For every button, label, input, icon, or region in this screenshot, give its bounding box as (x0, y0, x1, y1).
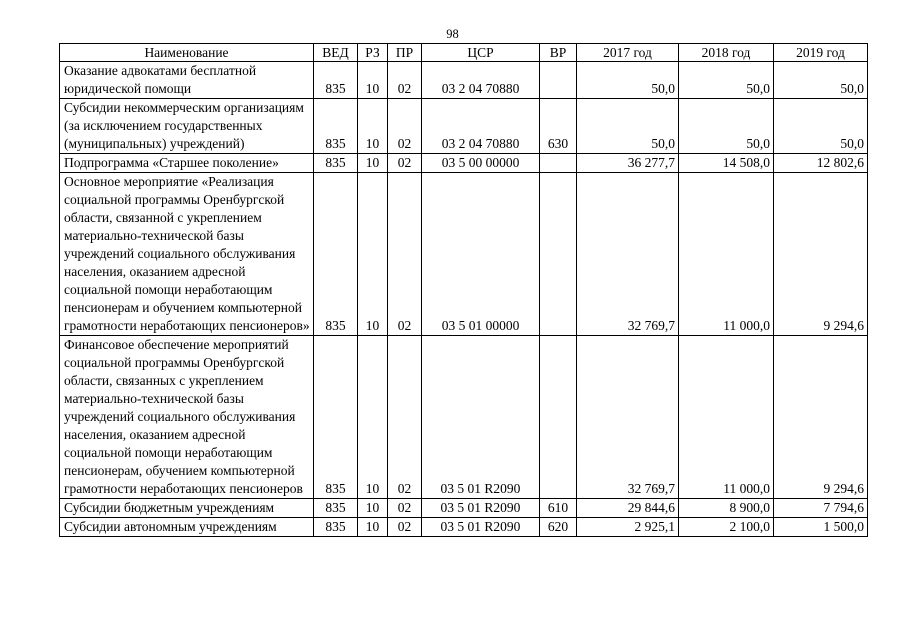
row-ved: 835 (314, 99, 358, 154)
row-ved: 835 (314, 518, 358, 537)
row-2017: 29 844,6 (577, 499, 679, 518)
table-row (60, 173, 868, 336)
header-csr: ЦСР (422, 44, 540, 62)
row-pr: 02 (388, 336, 422, 499)
table-row (60, 518, 868, 537)
row-name: Финансовое обеспечение мероприятий социальной программы Оренбургской области, связанных с укреплением материально-технической базы учреждений социального обслуживания населения, оказанием адресной социальной помощи неработающим пенсионерам, обучением компьютерной грамотности неработающих пенсионеров (60, 336, 314, 499)
row-2018: 50,0 (679, 62, 774, 99)
row-name: Подпрограмма «Старшее поколение» (60, 154, 314, 173)
row-pr: 02 (388, 99, 422, 154)
row-name: Основное мероприятие «Реализация социальной программы Оренбургской области, связанной с укреплением материально-технической базы учреждений социального обслуживания населения, оказанием адресной социальной помощи неработающим пенсионерам и обучением компьютерной грамотности неработающих пенсионеров» (60, 173, 314, 336)
row-csr: 03 2 04 70880 (422, 99, 540, 154)
row-csr: 03 5 00 00000 (422, 154, 540, 173)
row-csr: 03 5 01 R2090 (422, 499, 540, 518)
row-vr (540, 173, 577, 336)
row-2019: 50,0 (774, 62, 868, 99)
table-row (60, 336, 868, 499)
row-vr (540, 62, 577, 99)
row-pr: 02 (388, 499, 422, 518)
row-2018: 50,0 (679, 99, 774, 154)
row-2017: 50,0 (577, 62, 679, 99)
header-pr: ПР (388, 44, 422, 62)
row-2018: 8 900,0 (679, 499, 774, 518)
row-2017: 36 277,7 (577, 154, 679, 173)
row-name: Субсидии некоммерческим организациям (за исключением государственных (муниципальных) учреждений) (60, 99, 314, 154)
row-rz: 10 (358, 336, 388, 499)
row-ved: 835 (314, 499, 358, 518)
header-rz: РЗ (358, 44, 388, 62)
row-name: Субсидии автономным учреждениям (60, 518, 314, 537)
row-vr (540, 336, 577, 499)
header-2018: 2018 год (679, 44, 774, 62)
row-2019: 1 500,0 (774, 518, 868, 537)
header-name: Наименование (60, 44, 314, 62)
table-row (60, 154, 868, 173)
table-row (60, 99, 868, 154)
row-2018: 2 100,0 (679, 518, 774, 537)
row-2019: 9 294,6 (774, 336, 868, 499)
row-csr: 03 2 04 70880 (422, 62, 540, 99)
row-vr: 610 (540, 499, 577, 518)
header-2017: 2017 год (577, 44, 679, 62)
row-pr: 02 (388, 173, 422, 336)
row-vr: 630 (540, 99, 577, 154)
row-csr: 03 5 01 R2090 (422, 336, 540, 499)
row-pr: 02 (388, 62, 422, 99)
table-row (60, 62, 868, 99)
row-csr: 03 5 01 R2090 (422, 518, 540, 537)
row-csr: 03 5 01 00000 (422, 173, 540, 336)
table-row (60, 499, 868, 518)
row-2019: 7 794,6 (774, 499, 868, 518)
row-pr: 02 (388, 154, 422, 173)
row-2018: 11 000,0 (679, 336, 774, 499)
row-2017: 2 925,1 (577, 518, 679, 537)
row-ved: 835 (314, 336, 358, 499)
row-ved: 835 (314, 173, 358, 336)
row-rz: 10 (358, 99, 388, 154)
row-rz: 10 (358, 499, 388, 518)
row-2018: 11 000,0 (679, 173, 774, 336)
page-number: 98 (446, 27, 459, 41)
row-name: Субсидии бюджетным учреждениям (60, 499, 314, 518)
row-2017: 50,0 (577, 99, 679, 154)
row-name: Оказание адвокатами бесплатной юридической помощи (60, 62, 314, 99)
header-ved: ВЕД (314, 44, 358, 62)
row-2019: 50,0 (774, 99, 868, 154)
row-rz: 10 (358, 62, 388, 99)
table-header-row (60, 44, 868, 62)
row-2017: 32 769,7 (577, 173, 679, 336)
row-2019: 9 294,6 (774, 173, 868, 336)
row-rz: 10 (358, 518, 388, 537)
row-2019: 12 802,6 (774, 154, 868, 173)
row-pr: 02 (388, 518, 422, 537)
row-vr: 620 (540, 518, 577, 537)
header-vr: ВР (540, 44, 577, 62)
row-ved: 835 (314, 154, 358, 173)
row-rz: 10 (358, 173, 388, 336)
row-vr (540, 154, 577, 173)
row-2018: 14 508,0 (679, 154, 774, 173)
row-2017: 32 769,7 (577, 336, 679, 499)
header-2019: 2019 год (774, 44, 868, 62)
budget-table (59, 43, 868, 537)
row-ved: 835 (314, 62, 358, 99)
row-rz: 10 (358, 154, 388, 173)
